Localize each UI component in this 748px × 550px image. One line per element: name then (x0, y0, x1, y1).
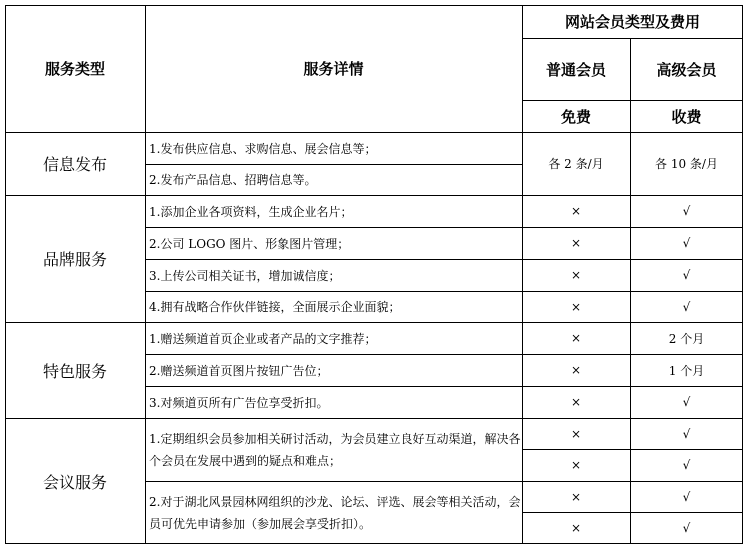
detail-row: 1.定期组织会员参加相关研讨活动，为会员建立良好互动渠道，解决各个会员在发展中遇到的疑点和难点； (149, 431, 521, 468)
header-premium-fee: 收费 (671, 107, 702, 126)
premium-check-mark: √ (682, 426, 691, 441)
regular-cross-mark: × (570, 458, 582, 472)
regular-cross-mark: × (570, 363, 582, 377)
premium-value: 2 个月 (668, 331, 705, 346)
detail-row: 2.公司 LOGO 图片、形象图片管理； (149, 236, 350, 251)
detail-row: 2.对于湖北风景园林网组织的沙龙、论坛、评选、展会等相关活动，会员可优先申请参加（参加展会享受折扣）。 (149, 494, 521, 531)
premium-check-mark: √ (682, 395, 691, 409)
regular-cross-mark: × (570, 331, 582, 345)
category-meeting-service: 会议服务 (42, 472, 107, 492)
regular-cross-mark: × (570, 204, 582, 218)
detail-row: 1.发布供应信息、求购信息、展会信息等； (149, 141, 377, 156)
header-premium-member: 高级会员 (656, 60, 717, 79)
header-service-detail: 服务详情 (303, 60, 364, 78)
detail-row: 1.添加企业各项资料，生成企业名片； (149, 204, 353, 219)
header-regular-fee: 免费 (560, 107, 591, 126)
detail-row: 3.对频道页所有广告位享受折扣。 (149, 395, 329, 410)
regular-cross-mark: × (570, 395, 582, 409)
premium-check-mark: √ (682, 299, 691, 314)
category-info-publish: 信息发布 (42, 155, 107, 174)
detail-row: 2.发布产品信息、招聘信息等。 (149, 173, 317, 187)
regular-cross-mark: × (570, 521, 582, 535)
detail-row: 2.赠送频道首页图片按钮广告位； (149, 363, 329, 378)
premium-check-mark: √ (682, 458, 691, 472)
regular-cross-mark: × (570, 299, 582, 314)
premium-value: 1 个月 (668, 363, 705, 378)
premium-check-mark: √ (682, 204, 691, 218)
premium-value: 各 10 条/月 (655, 157, 718, 171)
premium-check-mark: √ (682, 521, 691, 535)
detail-row: 3.上传公司相关证书，增加诚信度； (149, 268, 341, 283)
premium-check-mark: √ (682, 489, 691, 504)
regular-cross-mark: × (570, 489, 582, 504)
header-membership-title: 网站会员类型及费用 (564, 13, 700, 31)
detail-row: 1.赠送频道首页企业或者产品的文字推荐； (149, 331, 377, 346)
regular-cross-mark: × (570, 268, 582, 282)
header-service-type: 服务类型 (44, 60, 105, 78)
premium-check-mark: √ (682, 236, 691, 250)
category-brand-service: 品牌服务 (42, 250, 107, 269)
regular-cross-mark: × (570, 426, 582, 441)
regular-value: 各 2 条/月 (548, 157, 604, 171)
regular-cross-mark: × (570, 236, 582, 250)
premium-check-mark: √ (682, 268, 691, 282)
detail-row: 4.拥有战略合作伙伴链接，全面展示企业面貌； (149, 300, 401, 314)
category-featured-service: 特色服务 (42, 361, 107, 381)
header-regular-member: 普通会员 (545, 60, 606, 79)
